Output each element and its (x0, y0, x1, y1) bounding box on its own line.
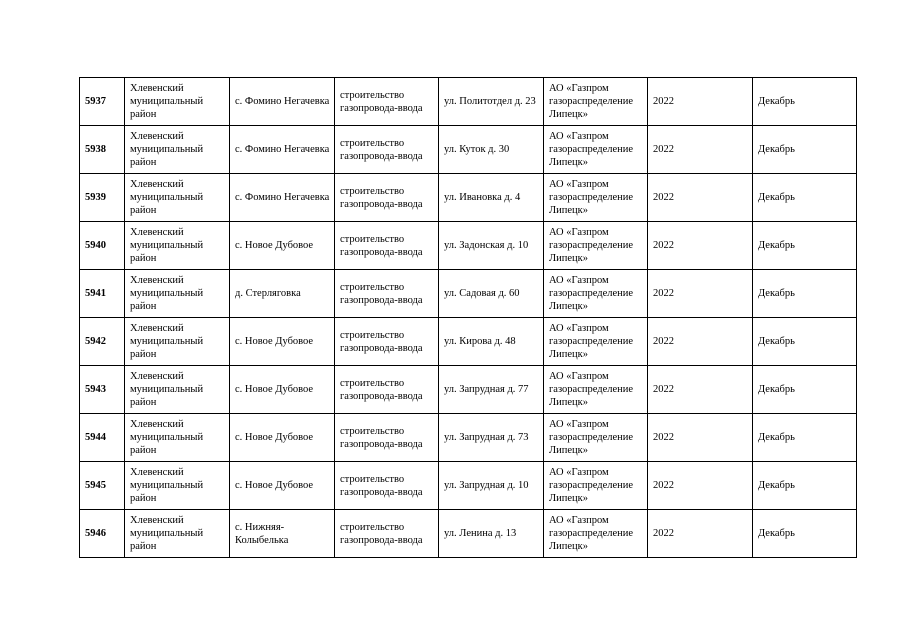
month-cell: Декабрь (753, 174, 857, 222)
month-cell: Декабрь (753, 462, 857, 510)
address-cell: ул. Политотдел д. 23 (439, 78, 544, 126)
table-row (80, 414, 857, 462)
row-number: 5946 (80, 510, 125, 558)
locality-cell: д. Стерляговка (230, 270, 335, 318)
work-type-cell: строительство газопровода-ввода (335, 318, 439, 366)
address-cell: ул. Задонская д. 10 (439, 222, 544, 270)
organization-cell: АО «Газпром газораспределение Липецк» (544, 366, 648, 414)
locality-cell: с. Новое Дубовое (230, 222, 335, 270)
year-cell: 2022 (648, 78, 753, 126)
year-cell: 2022 (648, 414, 753, 462)
locality-cell: с. Фомино Негачевка (230, 78, 335, 126)
work-type-cell: строительство газопровода-ввода (335, 462, 439, 510)
table-row (80, 126, 857, 174)
district-cell: Хлевенский муниципальный район (125, 366, 230, 414)
organization-cell: АО «Газпром газораспределение Липецк» (544, 222, 648, 270)
year-cell: 2022 (648, 270, 753, 318)
work-type-cell: строительство газопровода-ввода (335, 222, 439, 270)
work-type-cell: строительство газопровода-ввода (335, 270, 439, 318)
table-row (80, 270, 857, 318)
year-cell: 2022 (648, 366, 753, 414)
month-cell: Декабрь (753, 126, 857, 174)
month-cell: Декабрь (753, 366, 857, 414)
address-cell: ул. Ивановка д. 4 (439, 174, 544, 222)
month-cell: Декабрь (753, 78, 857, 126)
year-cell: 2022 (648, 222, 753, 270)
row-number: 5938 (80, 126, 125, 174)
row-number: 5944 (80, 414, 125, 462)
locality-cell: с. Новое Дубовое (230, 414, 335, 462)
month-cell: Декабрь (753, 270, 857, 318)
address-cell: ул. Запрудная д. 10 (439, 462, 544, 510)
year-cell: 2022 (648, 510, 753, 558)
work-type-cell: строительство газопровода-ввода (335, 126, 439, 174)
organization-cell: АО «Газпром газораспределение Липецк» (544, 510, 648, 558)
month-cell: Декабрь (753, 222, 857, 270)
district-cell: Хлевенский муниципальный район (125, 174, 230, 222)
locality-cell: с. Фомино Негачевка (230, 174, 335, 222)
locality-cell: с. Новое Дубовое (230, 318, 335, 366)
table-row (80, 462, 857, 510)
address-cell: ул. Садовая д. 60 (439, 270, 544, 318)
row-number: 5943 (80, 366, 125, 414)
address-cell: ул. Куток д. 30 (439, 126, 544, 174)
year-cell: 2022 (648, 462, 753, 510)
row-number: 5945 (80, 462, 125, 510)
address-cell: ул. Запрудная д. 73 (439, 414, 544, 462)
district-cell: Хлевенский муниципальный район (125, 78, 230, 126)
table-body (80, 78, 857, 558)
table-row (80, 78, 857, 126)
locality-cell: с. Нижняя-Колыбелька (230, 510, 335, 558)
district-cell: Хлевенский муниципальный район (125, 222, 230, 270)
month-cell: Декабрь (753, 414, 857, 462)
organization-cell: АО «Газпром газораспределение Липецк» (544, 126, 648, 174)
month-cell: Декабрь (753, 318, 857, 366)
year-cell: 2022 (648, 174, 753, 222)
table-row (80, 510, 857, 558)
district-cell: Хлевенский муниципальный район (125, 462, 230, 510)
gasification-table (79, 77, 857, 558)
month-cell: Декабрь (753, 510, 857, 558)
locality-cell: с. Новое Дубовое (230, 462, 335, 510)
row-number: 5940 (80, 222, 125, 270)
year-cell: 2022 (648, 318, 753, 366)
work-type-cell: строительство газопровода-ввода (335, 414, 439, 462)
row-number: 5942 (80, 318, 125, 366)
address-cell: ул. Запрудная д. 77 (439, 366, 544, 414)
table-row (80, 174, 857, 222)
organization-cell: АО «Газпром газораспределение Липецк» (544, 78, 648, 126)
organization-cell: АО «Газпром газораспределение Липецк» (544, 414, 648, 462)
organization-cell: АО «Газпром газораспределение Липецк» (544, 318, 648, 366)
locality-cell: с. Фомино Негачевка (230, 126, 335, 174)
table-row (80, 366, 857, 414)
year-cell: 2022 (648, 126, 753, 174)
row-number: 5941 (80, 270, 125, 318)
work-type-cell: строительство газопровода-ввода (335, 510, 439, 558)
work-type-cell: строительство газопровода-ввода (335, 78, 439, 126)
address-cell: ул. Ленина д. 13 (439, 510, 544, 558)
district-cell: Хлевенский муниципальный район (125, 318, 230, 366)
table-row (80, 222, 857, 270)
row-number: 5939 (80, 174, 125, 222)
work-type-cell: строительство газопровода-ввода (335, 366, 439, 414)
organization-cell: АО «Газпром газораспределение Липецк» (544, 270, 648, 318)
district-cell: Хлевенский муниципальный район (125, 510, 230, 558)
table-row (80, 318, 857, 366)
address-cell: ул. Кирова д. 48 (439, 318, 544, 366)
district-cell: Хлевенский муниципальный район (125, 414, 230, 462)
district-cell: Хлевенский муниципальный район (125, 270, 230, 318)
organization-cell: АО «Газпром газораспределение Липецк» (544, 174, 648, 222)
row-number: 5937 (80, 78, 125, 126)
district-cell: Хлевенский муниципальный район (125, 126, 230, 174)
work-type-cell: строительство газопровода-ввода (335, 174, 439, 222)
organization-cell: АО «Газпром газораспределение Липецк» (544, 462, 648, 510)
locality-cell: с. Новое Дубовое (230, 366, 335, 414)
